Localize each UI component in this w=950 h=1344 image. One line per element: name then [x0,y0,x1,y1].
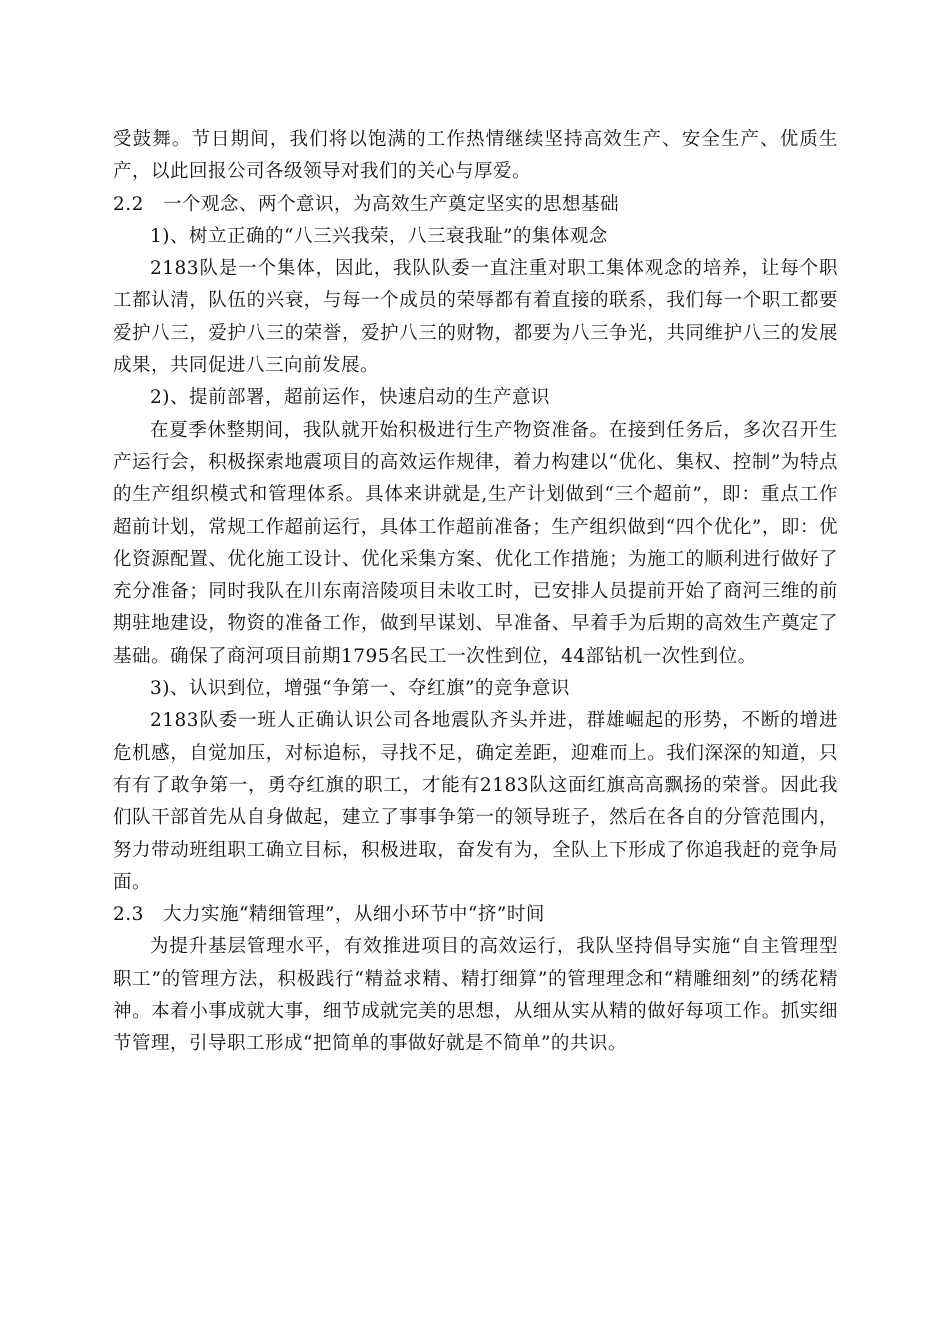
section-heading-2-2 [113,189,838,221]
paragraph-sub-3: 2183队委一班人正确认识公司各地震队齐头并进，群雄崛起的形势，不断的增进危机感，自觉加压，对标追标，寻找不足，确定差距，迎难而上。我们深深的知道，只有有了敢争第一，勇夺红旗的职工，才能有2183队这面红旗高高飘扬的荣誉。因此我们队干部首先从自身做起，建立了事事争第一的领导班子，然后在各自的分管范围内，努力带动班组职工确立目标，积极进取，奋发有为，全队上下形成了你追我赶的竞争局面。 [113,710,838,893]
paragraph-sub-2: 在夏季休整期间，我队就开始积极进行生产物资准备。在接到任务后，多次召开生产运行会，积极探索地震项目的高效运作规律，着力构建以“优化、集权、控制”为特点的生产组织模式和管理体系。具体来讲就是,生产计划做到“三个超前”，即：重点工作超前计划，常规工作超前运行，具体工作超前准备；生产组织做到“四个优化”，即：优化资源配置、优化施工设计、优化采集方案、优化工作措施；为施工的顺利进行做好了充分准备；同时我队在川东南涪陵项目未收工时，已安排人员提前开始了商河三维的前期驻地建设，物资的准备工作，做到早谋划、早准备、早着手为后期的高效生产奠定了基础。确保了商河项目前期1795名民工一次性到位，44部钻机一次性到位。 [113,419,838,667]
document-page [113,124,838,1061]
section-title: 一个观念、两个意识，为高效生产奠定坚实的思想基础 [163,193,620,215]
intro-paragraph: 受鼓舞。节日期间，我们将以饱满的工作热情继续坚持高效生产、安全生产、优质生产，以此回报公司各级领导对我们的关心与厚爱。 [113,129,838,183]
section-number: 2.2 [113,193,144,215]
section-number: 2.3 [113,904,144,926]
sub-heading-3: 3)、认识到位，增强“争第一、夺红旗”的竞争意识 [150,678,570,700]
sub-heading-1: 1)、树立正确的“八三兴我荣，八三衰我耻”的集体观念 [150,225,608,247]
sub-heading-2: 2)、提前部署，超前运作，快速启动的生产意识 [150,387,550,409]
section-heading-2-3 [113,899,838,931]
paragraph-2-3: 为提升基层管理水平，有效推进项目的高效运行，我队坚持倡导实施“自主管理型职工”的管理方法，积极践行“精益求精、精打细算”的管理理念和“精雕细刻”的绣花精神。本着小事成就大事，细节成就完美的思想，从细从实从精的做好每项工作。抓实细节管理，引导职工形成“把简单的事做好就是不简单”的共识。 [113,936,838,1055]
paragraph-sub-1: 2183队是一个集体，因此，我队队委一直注重对职工集体观念的培养，让每个职工都认清，队伍的兴衰，与每一个成员的荣辱都有着直接的联系，我们每一个职工都要爱护八三，爱护八三的荣誉，爱护八三的财物，都要为八三争光，共同维护八三的发展成果，共同促进八三向前发展。 [113,258,838,377]
section-title: 大力实施“精细管理”，从细小环节中“挤”时间 [163,904,545,926]
